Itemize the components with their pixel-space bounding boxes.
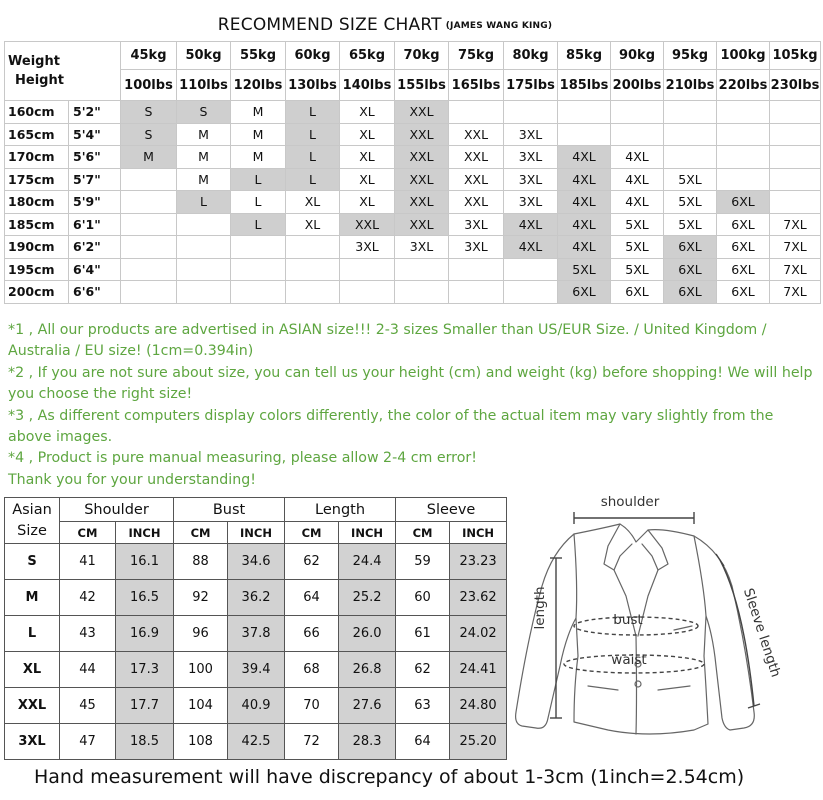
height-ft-cell: 6'2" [69,236,121,259]
size-label-cell: XL [5,652,60,688]
size-cell: 3XL [504,146,558,169]
inch-value-cell: 24.4 [339,544,396,580]
size-cell: L [286,123,340,146]
size-cell [395,258,449,281]
recommend-size-table [4,41,821,304]
weight-lbs-header: 200lbs [611,70,664,101]
size-cell: M [177,146,231,169]
size-cell [611,123,664,146]
cm-value-cell: 66 [285,616,339,652]
corner-weight-label: Weight [8,54,60,69]
size-row [5,281,821,304]
height-ft-cell: 5'9" [69,191,121,214]
size-cell [177,281,231,304]
inch-value-cell: 40.9 [228,688,285,724]
measure-group-header: Length [285,498,396,522]
size-cell [504,281,558,304]
size-cell [231,258,286,281]
weight-lbs-header: 185lbs [558,70,611,101]
note-line: *2 , If you are not sure about size, you can tell us your height (cm) and weight (kg) before shopping! We will help you choose the right size! [8,364,813,403]
size-cell: M [177,168,231,191]
size-cell: 7XL [770,213,821,236]
weight-kg-header: 50kg [177,42,231,70]
size-row [5,168,821,191]
size-cell [504,258,558,281]
unit-inch-header: INCH [228,522,285,544]
inch-value-cell: 39.4 [228,652,285,688]
size-cell: L [231,168,286,191]
chart-title-brand: (JAMES WANG KING) [445,21,553,31]
size-cell: XL [340,101,395,124]
size-cell [504,101,558,124]
inch-value-cell: 23.62 [450,580,507,616]
size-cell: XL [340,168,395,191]
cm-value-cell: 104 [174,688,228,724]
size-cell: S [177,101,231,124]
size-cell: 7XL [770,258,821,281]
size-cell: 6XL [664,236,717,259]
size-cell: 7XL [770,236,821,259]
jacket-outline-icon [508,486,798,748]
size-cell [286,236,340,259]
unit-cm-header: CM [285,522,339,544]
inch-value-cell: 24.02 [450,616,507,652]
inch-value-cell: 24.41 [450,652,507,688]
cm-value-cell: 45 [60,688,116,724]
chart-title [0,15,770,35]
inch-value-cell: 27.6 [339,688,396,724]
inch-value-cell: 26.8 [339,652,396,688]
size-cell: 6XL [717,281,770,304]
weight-kg-header: 60kg [286,42,340,70]
inch-value-cell: 18.5 [116,724,174,760]
cm-value-cell: 44 [60,652,116,688]
bust-label: bust [613,612,643,628]
note-line: *1 , All our products are advertised in ASIAN size!!! 2-3 sizes Smaller than US/EUR Size. / United Kingdom / Australia / EU size! (1cm=0.394in) [8,322,767,360]
size-cell: 6XL [664,281,717,304]
size-cell: XXL [449,123,504,146]
measurement-row [5,652,507,688]
size-cell [611,101,664,124]
unit-inch-header: INCH [339,522,396,544]
cm-value-cell: 68 [285,652,339,688]
size-label-cell: L [5,616,60,652]
size-cell: 7XL [770,281,821,304]
size-cell: XL [340,146,395,169]
weight-lbs-header: 140lbs [340,70,395,101]
cm-value-cell: 64 [396,724,450,760]
size-cell: L [231,191,286,214]
inch-value-cell: 42.5 [228,724,285,760]
size-cell: 5XL [611,258,664,281]
size-label-cell: S [5,544,60,580]
size-cell: 5XL [611,213,664,236]
height-ft-cell: 5'6" [69,146,121,169]
measurement-row [5,616,507,652]
inch-value-cell: 34.6 [228,544,285,580]
size-cell: 4XL [504,213,558,236]
size-cell: M [177,123,231,146]
size-cell: 3XL [449,236,504,259]
size-cell [121,281,177,304]
height-cm-cell: 165cm [5,123,69,146]
cm-value-cell: 41 [60,544,116,580]
size-cell: L [177,191,231,214]
weight-height-corner [5,42,121,101]
size-cell [770,146,821,169]
size-cell: 6XL [558,281,611,304]
measurement-row [5,544,507,580]
height-cm-cell: 200cm [5,281,69,304]
size-row [5,236,821,259]
size-cell: 4XL [558,146,611,169]
cm-value-cell: 59 [396,544,450,580]
height-cm-cell: 190cm [5,236,69,259]
unit-cm-header: CM [60,522,116,544]
cm-value-cell: 72 [285,724,339,760]
cm-value-cell: 63 [396,688,450,724]
inch-value-cell: 16.9 [116,616,174,652]
inch-value-cell: 25.20 [450,724,507,760]
height-ft-cell: 6'4" [69,258,121,281]
size-cell: 6XL [717,258,770,281]
weight-kg-header: 75kg [449,42,504,70]
size-cell [340,258,395,281]
cm-value-cell: 62 [396,652,450,688]
size-cell [121,168,177,191]
cm-value-cell: 92 [174,580,228,616]
size-cell: M [121,146,177,169]
size-cell: XXL [449,168,504,191]
size-cell: XXL [449,191,504,214]
height-cm-cell: 175cm [5,168,69,191]
inch-value-cell: 25.2 [339,580,396,616]
size-cell: 3XL [504,123,558,146]
size-label-cell: 3XL [5,724,60,760]
size-cell [121,236,177,259]
measurement-row [5,580,507,616]
size-cell: XL [286,213,340,236]
height-cm-cell: 185cm [5,213,69,236]
height-ft-cell: 6'1" [69,213,121,236]
size-cell [121,213,177,236]
height-cm-cell: 160cm [5,101,69,124]
weight-lbs-header: 100lbs [121,70,177,101]
size-row [5,146,821,169]
inch-value-cell: 16.1 [116,544,174,580]
size-cell [717,123,770,146]
measure-group-header: Shoulder [60,498,174,522]
weight-lbs-header: 220lbs [717,70,770,101]
size-label-cell: XXL [5,688,60,724]
size-row [5,191,821,214]
height-cm-cell: 170cm [5,146,69,169]
weight-lbs-header: 210lbs [664,70,717,101]
weight-kg-header: 70kg [395,42,449,70]
size-cell [717,101,770,124]
cm-value-cell: 62 [285,544,339,580]
measurement-table [4,497,507,760]
size-cell [177,236,231,259]
size-cell: 5XL [664,213,717,236]
inch-value-cell: 17.3 [116,652,174,688]
inch-value-cell: 37.8 [228,616,285,652]
measurement-group-header-row [5,498,507,522]
measurement-unit-row [5,522,507,544]
size-cell: 6XL [717,236,770,259]
size-cell: L [286,146,340,169]
size-cell: XXL [395,101,449,124]
size-cell: 4XL [558,213,611,236]
size-cell [664,123,717,146]
height-cm-cell: 195cm [5,258,69,281]
chart-title-main: RECOMMEND SIZE CHART [217,15,442,35]
size-cell [770,123,821,146]
size-cell [449,258,504,281]
height-ft-cell: 5'4" [69,123,121,146]
cm-value-cell: 100 [174,652,228,688]
size-cell: XXL [395,123,449,146]
inch-value-cell: 36.2 [228,580,285,616]
weight-lbs-header: 165lbs [449,70,504,101]
inch-value-cell: 23.23 [450,544,507,580]
size-cell: XL [340,191,395,214]
cm-value-cell: 108 [174,724,228,760]
size-cell: 6XL [664,258,717,281]
cm-value-cell: 96 [174,616,228,652]
size-cell [717,146,770,169]
size-cell: XXL [395,191,449,214]
size-row [5,123,821,146]
size-cell [177,258,231,281]
unit-cm-header: CM [174,522,228,544]
cm-value-cell: 70 [285,688,339,724]
size-cell: 4XL [611,168,664,191]
length-label: length [532,586,548,630]
size-cell [770,191,821,214]
inch-value-cell: 24.80 [450,688,507,724]
height-cm-cell: 180cm [5,191,69,214]
shoulder-label: shoulder [600,494,660,510]
size-cell [717,168,770,191]
weight-lbs-row [5,70,821,101]
size-cell [121,258,177,281]
size-cell: 5XL [558,258,611,281]
weight-kg-header: 85kg [558,42,611,70]
size-cell [770,168,821,191]
size-cell: M [231,146,286,169]
inch-value-cell: 26.0 [339,616,396,652]
corner-height-label: Height [15,73,64,88]
weight-lbs-header: 110lbs [177,70,231,101]
size-cell [231,236,286,259]
size-cell: XXL [340,213,395,236]
weight-kg-header: 80kg [504,42,558,70]
height-ft-cell: 6'6" [69,281,121,304]
size-cell [449,101,504,124]
size-cell [286,258,340,281]
unit-inch-header: INCH [450,522,507,544]
size-cell [770,101,821,124]
size-cell: 4XL [611,146,664,169]
cm-value-cell: 42 [60,580,116,616]
size-cell: 6XL [717,191,770,214]
note-line: *3 , As different computers display colors differently, the color of the actual item may vary slightly from the above images. [8,407,774,446]
size-row [5,101,821,124]
measure-group-header: Sleeve [396,498,507,522]
weight-lbs-header: 130lbs [286,70,340,101]
size-cell [177,213,231,236]
size-cell: M [231,123,286,146]
measurement-row [5,688,507,724]
size-cell: 4XL [504,236,558,259]
measurement-row [5,724,507,760]
size-cell: XXL [395,213,449,236]
sleeve-length-label: Sleeve length [739,586,784,680]
size-cell: 4XL [558,168,611,191]
size-cell [121,191,177,214]
unit-cm-header: CM [396,522,450,544]
size-cell: 3XL [504,191,558,214]
size-cell [664,146,717,169]
size-cell: XL [286,191,340,214]
size-row [5,213,821,236]
size-cell: L [286,101,340,124]
size-cell: M [231,101,286,124]
weight-lbs-header: 120lbs [231,70,286,101]
size-cell [340,281,395,304]
weight-kg-header: 90kg [611,42,664,70]
size-cell: XXL [395,168,449,191]
weight-kg-row [5,42,821,70]
size-cell: XXL [449,146,504,169]
size-cell: 3XL [504,168,558,191]
cm-value-cell: 61 [396,616,450,652]
cm-value-cell: 47 [60,724,116,760]
note-line: Thank you for your understanding! [8,471,256,488]
cm-value-cell: 43 [60,616,116,652]
size-cell [558,101,611,124]
size-cell: 3XL [395,236,449,259]
unit-inch-header: INCH [116,522,174,544]
size-cell: L [231,213,286,236]
size-cell: 4XL [558,191,611,214]
weight-kg-header: 55kg [231,42,286,70]
weight-kg-header: 45kg [121,42,177,70]
height-ft-cell: 5'2" [69,101,121,124]
inch-value-cell: 28.3 [339,724,396,760]
size-cell: 5XL [664,191,717,214]
cm-value-cell: 60 [396,580,450,616]
weight-kg-header: 100kg [717,42,770,70]
size-cell: L [286,168,340,191]
size-cell: 4XL [558,236,611,259]
footer-note: Hand measurement will have discrepancy of about 1-3cm (1inch=2.54cm) [34,766,745,788]
size-cell [231,281,286,304]
weight-lbs-header: 230lbs [770,70,821,101]
asian-label: Asian [12,501,52,518]
size-cell: S [121,123,177,146]
size-cell: 5XL [664,168,717,191]
inch-value-cell: 17.7 [116,688,174,724]
size-cell: XXL [395,146,449,169]
height-ft-cell: 5'7" [69,168,121,191]
size-label: Size [17,522,47,539]
asian-size-header [5,498,60,544]
weight-kg-header: 65kg [340,42,395,70]
size-cell [395,281,449,304]
size-cell [449,281,504,304]
size-label-cell: M [5,580,60,616]
cm-value-cell: 88 [174,544,228,580]
cm-value-cell: 64 [285,580,339,616]
size-cell: 4XL [611,191,664,214]
waist-label: waist [611,652,647,668]
size-cell: S [121,101,177,124]
weight-kg-header: 95kg [664,42,717,70]
size-cell [664,101,717,124]
inch-value-cell: 16.5 [116,580,174,616]
weight-lbs-header: 175lbs [504,70,558,101]
size-cell: 6XL [611,281,664,304]
note-line: *4 , Product is pure manual measuring, please allow 2-4 cm error! [8,450,477,467]
size-cell [286,281,340,304]
size-cell [558,123,611,146]
size-cell: XL [340,123,395,146]
weight-lbs-header: 155lbs [395,70,449,101]
measure-group-header: Bust [174,498,285,522]
weight-kg-header: 105kg [770,42,821,70]
size-cell: 5XL [611,236,664,259]
size-row [5,258,821,281]
size-cell: 6XL [717,213,770,236]
notes-block [8,320,818,491]
size-cell: 3XL [449,213,504,236]
size-cell: 3XL [340,236,395,259]
